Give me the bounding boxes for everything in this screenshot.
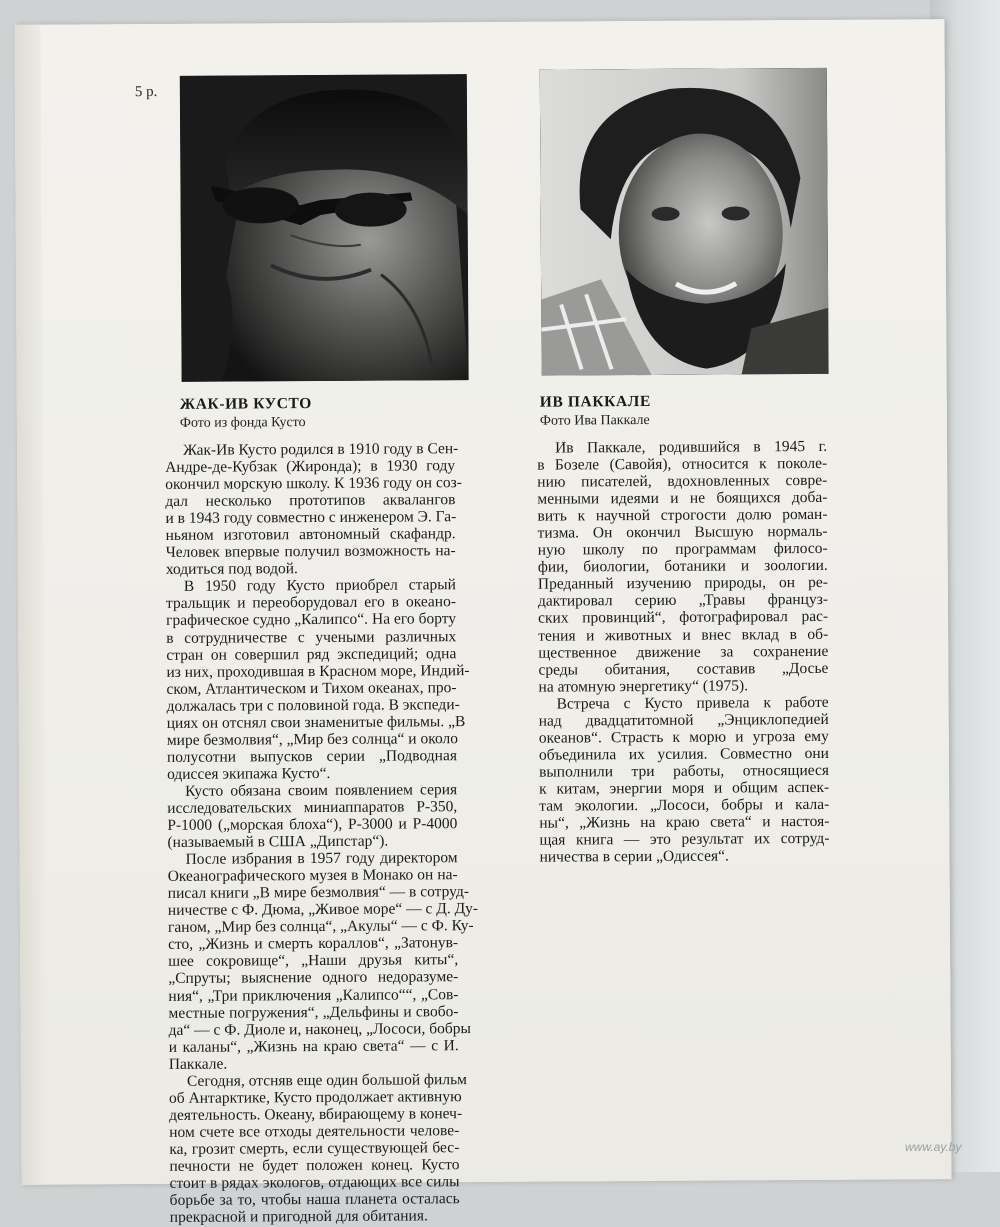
text-line: ничестве с Ф. Дюма, „Живое море“ — с Д. Ду- [167, 900, 479, 920]
text-line: Р-1000 („морская блоха“), Р-3000 и Р-4000 [167, 815, 458, 834]
cousteau-portrait-photo [180, 74, 469, 382]
text-line: там экологии. „Лососи, бобры и кала- [539, 795, 830, 815]
text-line: нию писателей, вдохновленных совре- [537, 471, 828, 491]
watermark-text: www.ay.by [905, 1140, 962, 1154]
text-line: В 1950 году Кусто приобрел старый [183, 576, 456, 596]
text-line: После избрания в 1957 году директором [185, 849, 458, 868]
text-line: Ив Паккале, родившийся в 1945 г. [555, 437, 828, 457]
text-line: и каланы“, „Жизнь на краю света“ — с И. [168, 1036, 459, 1056]
text-line: к китам, энергии моря и общим аспек- [539, 778, 830, 798]
right-author-name: ИВ ПАККАЛЕ [539, 392, 651, 411]
book-back-cover [14, 19, 951, 1227]
text-line: объединила их усилия. Совместно они [538, 744, 829, 764]
text-line: ка, грозит смерть, если существующей бес- [169, 1139, 460, 1158]
text-line: океанов“. Страсть к морю и угроза ему [538, 727, 829, 747]
text-line: Человек впервые получил возможность на- [165, 542, 456, 562]
text-line: в Бозеле (Савойя), относится к поколе- [537, 454, 828, 474]
text-line: щая книга — это результат их сотруд- [539, 829, 830, 849]
text-line: ния“, „Три приключения „Калипсо““, „Сов- [168, 985, 459, 1005]
text-line: фии, биологии, ботаники и зоологии. [537, 557, 828, 576]
text-line: прекрасной и пригодной для обитания. [169, 1207, 428, 1227]
text-line: Жак-Ив Кусто родился в 1910 году в Сен- [183, 440, 459, 459]
text-line: Встреча с Кусто привела к работе [556, 693, 829, 713]
text-line: в сотрудничестве с учеными различных [166, 627, 457, 647]
text-line: из них, проходившая в Красном море, Индий- [166, 661, 470, 681]
text-line: писал книги „В мире безмолвия“ — в сотруд- [167, 883, 470, 903]
text-line: ную школу по программам филосо- [537, 540, 828, 559]
text-line: Паккале. [168, 1055, 228, 1073]
text-line: ны“, „Жизнь на краю света“ и настоя- [539, 812, 830, 832]
text-line: печности не будет положен конец. Кусто [169, 1156, 460, 1175]
text-line: борьбе за то, чтобы наша планета осталась [169, 1190, 460, 1209]
text-line: Сегодня, отсняв еще один большой фильм [186, 1070, 467, 1090]
text-line: среды обитания, составив „Досье [538, 659, 829, 679]
text-line: ньяном изготовил автономный скафандр. [165, 525, 456, 545]
text-line: „Спруты; выяснение одного недоразуме- [168, 968, 459, 988]
text-line: Преданный изучению природы, он ре- [537, 574, 828, 594]
left-photo-credit: Фото из фонда Кусто [179, 415, 306, 431]
text-line: мире безмолвия“, „Мир без солнца“ и около [166, 729, 459, 749]
text-line: Океанографического музея в Монако он на- [167, 866, 458, 886]
text-line: на атомную энергетику“ (1975). [538, 677, 749, 696]
text-line: дактировал серию „Травы француз- [537, 591, 829, 611]
text-line: дал несколько прототипов аквалангов [165, 491, 456, 511]
text-line: графическое судно „Калипсо“. На его борту [166, 610, 457, 630]
cousteau-biography-text [165, 440, 479, 1227]
text-line: местные погружения“, „Дельфины и свобо- [168, 1002, 459, 1022]
text-line: циях он отснял свои знаменитые фильмы. „В [166, 712, 466, 732]
text-line: стоит в рядах экологов, отдающих все силы [169, 1173, 460, 1192]
text-line: сто, „Жизнь и смерть кораллов“, „Затонув- [168, 934, 459, 954]
text-line: Кусто обязана своим появлением серия [185, 781, 458, 800]
text-line: ходиться под водой. [165, 560, 298, 579]
text-line: тения и животных и внес вклад в об- [538, 625, 829, 645]
text-line: щественное движение за сохранение [538, 642, 829, 662]
text-line: Андре-де-Кубзак (Жиронда); в 1930 году [165, 457, 456, 476]
text-line: должалась три с половиной года. В экспеди- [166, 695, 460, 715]
text-line: выполнили три работы, относящиеся [538, 761, 830, 781]
text-line: и в 1943 году совместно с инженером Э. Га- [165, 508, 457, 528]
cover-spine-edge [14, 25, 47, 1185]
text-line: деятельность. Океану, вбирающему в конеч- [169, 1104, 463, 1124]
text-line: об Антарктике, Кусто продолжает активную [168, 1087, 462, 1107]
text-line: ских провинций“, фотографировал рас- [538, 608, 829, 628]
text-line: да“ — с Ф. Диоле и, наконец, „Лососи, бобры [168, 1019, 471, 1039]
text-line: одиссея экипажа Кусто“. [166, 764, 331, 783]
text-line: шее сокровище“, „Наши друзья киты“, [168, 951, 459, 971]
text-line: тральщик и переоборудовал его в океано- [165, 593, 457, 613]
left-author-name: ЖАК-ИВ КУСТО [179, 395, 312, 413]
text-line: окончил морскую школу. К 1936 году он соз- [165, 474, 462, 494]
text-line: менными идеями и не боящихся доба- [537, 489, 828, 508]
text-line: исследовательских миниаппаратов Р-350, [167, 798, 458, 817]
text-line: ганом, „Мир без солнца“, „Акулы“ — с Ф. Ку- [167, 917, 474, 937]
text-line: полусотни выпусков серии „Подводная [166, 747, 457, 766]
text-line: над двадцатитомной „Энциклопедией [538, 710, 829, 730]
right-photo-credit: Фото Ива Паккале [539, 412, 650, 429]
paccalet-portrait-photo [540, 68, 829, 376]
text-line: ном счете все отходы деятельности челове- [169, 1122, 460, 1141]
paccalet-biography-text [537, 438, 830, 866]
text-line: (называемый в США „Дипстар“). [167, 832, 389, 852]
price-label: 5 р. [134, 83, 158, 101]
text-line: тизма. Он окончил Высшую нормаль- [537, 523, 828, 542]
text-line: стран он совершил ряд экспедиций; одна [166, 644, 457, 664]
text-line: вить к научной строгости долю роман- [537, 506, 828, 525]
text-line: ничества в серии „Одиссея“. [539, 847, 729, 866]
text-line: ском, Атлантическом и Тихом океанах, про- [166, 678, 457, 698]
